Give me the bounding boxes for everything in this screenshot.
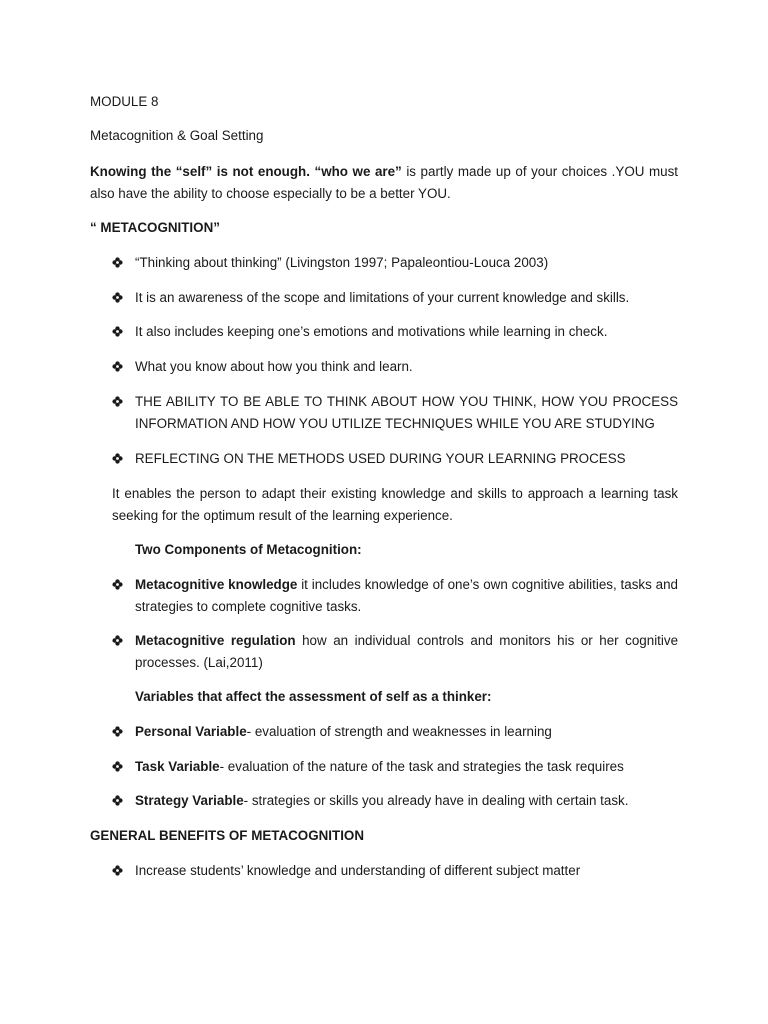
component-term: Metacognitive regulation [135,633,296,648]
enables-paragraph: It enables the person to adapt their existing knowledge and skills to approach a learning task seeking for the optimum result of the learning experience. [112,486,678,523]
flower-bullet-icon [112,865,123,876]
variables-heading: Variables that affect the assessment of self as a thinker: [135,689,492,704]
variable-term: Strategy Variable [135,793,244,808]
variable-desc: - evaluation of the nature of the task and strategies the task requires [219,759,624,774]
component-desc: how an individual controls and monitors his or her cognitive processes. (Lai,2011) [135,633,679,670]
list-item-text: “Thinking about thinking” (Livingston 1997; Papaleontiou-Louca 2003) [135,255,549,270]
flower-bullet-icon [112,326,123,337]
list-item-text [135,574,678,617]
list-item-text: Increase students’ knowledge and understanding of different subject matter [135,863,581,878]
components-heading: Two Components of Metacognition: [135,542,362,557]
variable-term: Task Variable [135,759,220,774]
list-item-text: It is an awareness of the scope and limitations of your current knowledge and skills. [135,290,630,305]
list-item-text: It also includes keeping one’s emotions and motivations while learning in check. [135,324,608,339]
list-item-text [135,756,678,778]
list-item-text: THE ABILITY TO BE ABLE TO THINK ABOUT HOW YOU THINK, HOW YOU PROCESS INFORMATION AND HOW YOU UTILIZE TECHNIQUES WHILE YOU ARE STUDYING [135,394,678,431]
document-subtitle: Metacognition & Goal Setting [90,128,264,143]
flower-bullet-icon [112,361,123,372]
list-item-text [135,630,678,673]
list-item-text: REFLECTING ON THE METHODS USED DURING YOUR LEARNING PROCESS [135,451,626,466]
list-item-text: What you know about how you think and learn. [135,359,413,374]
flower-bullet-icon [112,795,123,806]
flower-bullet-icon [112,579,123,590]
variable-desc: - strategies or skills you already have in dealing with certain task. [243,793,629,808]
intro-rest-text: is partly made up of your choices .YOU must also have the ability to choose especially to be a better YOU. [90,164,678,201]
module-title: MODULE 8 [90,94,159,109]
flower-bullet-icon [112,726,123,737]
list-item-text [135,721,678,743]
variable-desc: - evaluation of strength and weaknesses in learning [246,724,552,739]
flower-bullet-icon [112,257,123,268]
flower-bullet-icon [112,453,123,464]
intro-paragraph [90,161,678,204]
flower-bullet-icon [112,292,123,303]
benefits-heading: GENERAL BENEFITS OF METACOGNITION [90,828,365,843]
variable-term: Personal Variable [135,724,247,739]
component-desc: it includes knowledge of one’s own cognitive abilities, tasks and strategies to complete cognitive tasks. [135,577,678,614]
section-heading-metacognition: “ METACOGNITION” [90,220,220,235]
flower-bullet-icon [112,635,123,646]
component-term: Metacognitive knowledge [135,577,298,592]
list-item-text [135,790,678,812]
intro-bold-text: Knowing the “self” is not enough. “who we are” [90,164,402,179]
flower-bullet-icon [112,761,123,772]
flower-bullet-icon [112,396,123,407]
